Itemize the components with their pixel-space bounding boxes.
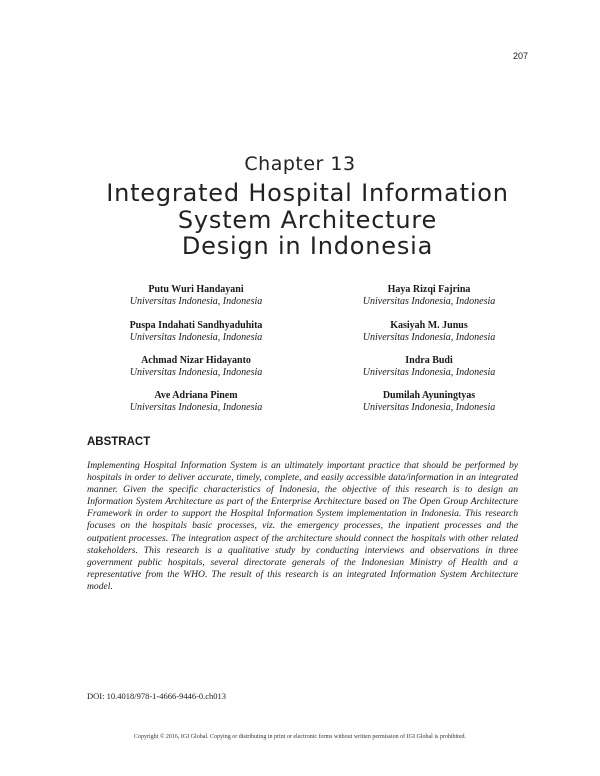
title-line: Integrated Hospital Information <box>106 179 509 207</box>
chapter-label: Chapter 13 <box>244 153 356 175</box>
author-block <box>314 390 544 414</box>
author-block <box>314 355 544 379</box>
author-name: Achmad Nizar Hidayanto <box>141 355 251 366</box>
page-number: 207 <box>512 51 528 61</box>
copyright-notice: Copyright © 2016, IGI Global. Copying or distributing in print or electronic forms without written permission of IGI Global is prohibited. <box>133 734 466 740</box>
author-name: Haya Rizqi Fajrina <box>387 284 471 295</box>
author-block <box>81 320 311 344</box>
author-name: Ave Adriana Pinem <box>154 390 238 401</box>
title-line: System Architecture <box>177 205 438 234</box>
author-name: Putu Wuri Handayani <box>148 284 244 295</box>
author-name: Kasiyah M. Junus <box>390 320 468 331</box>
author-block <box>81 284 311 308</box>
author-name: Indra Budi <box>405 355 453 366</box>
chapter-title <box>0 180 600 260</box>
author-name: Puspa Indahati Sandhyaduhita <box>129 320 263 331</box>
author-block <box>81 355 311 379</box>
author-name: Dumilah Ayuningtyas <box>382 390 476 401</box>
author-affiliation: Universitas Indonesia, Indonesia <box>129 332 263 343</box>
author-affiliation: Universitas Indonesia, Indonesia <box>362 367 496 378</box>
author-affiliation: Universitas Indonesia, Indonesia <box>129 296 263 307</box>
author-affiliation: Universitas Indonesia, Indonesia <box>362 332 496 343</box>
author-affiliation: Universitas Indonesia, Indonesia <box>362 296 496 307</box>
abstract-body: Implementing Hospital Information System is an ultimately important practice that should be performed by hospitals in order to deliver accurate, timely, complete, and easily accessible data/information in an integrated manner. Given the specific characteristics of Indonesia, the objective of this research is to design an Information System Architecture as part of the Enterprise Architecture based on The Open Group Architecture Framework in order to support the Hospital Information System implementation in Indonesia. This research focuses on the hospitals basic processes, viz. the emergency processes, the inpatient processes and the outpatient processes. The integration aspect of the architecture should connect the hospitals with other related stakeholders. This research is a qualitative study by conducting interviews and observations in three government public hospitals, several directorate generals of the Indonesian Ministry of Health and a representative from the WHO. The result of this research is an integrated Information System Architecture model. <box>87 460 518 592</box>
doi-text: DOI: 10.4018/978-1-4666-9446-0.ch013 <box>87 691 227 701</box>
author-affiliation: Universitas Indonesia, Indonesia <box>129 402 263 413</box>
author-block <box>314 320 544 344</box>
abstract-heading: ABSTRACT <box>87 436 151 448</box>
author-affiliation: Universitas Indonesia, Indonesia <box>362 402 496 413</box>
title-line: Design in Indonesia <box>181 232 434 260</box>
author-block <box>81 390 311 414</box>
author-block <box>314 284 544 308</box>
author-affiliation: Universitas Indonesia, Indonesia <box>129 367 263 378</box>
